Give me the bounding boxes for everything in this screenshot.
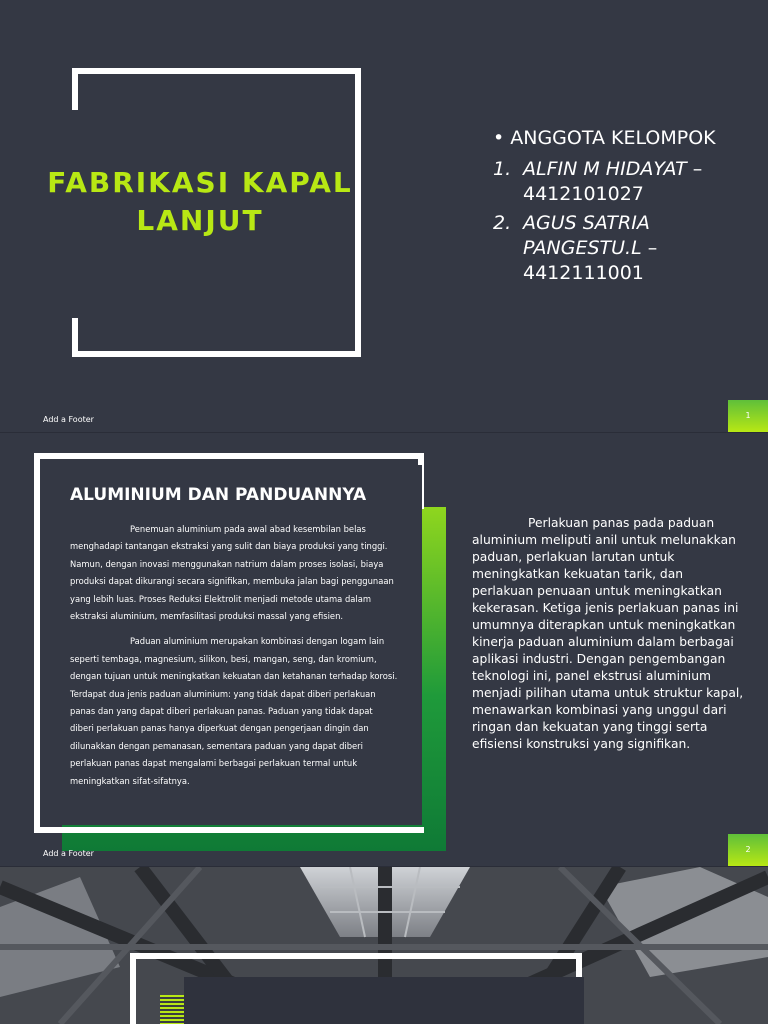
page-number: 2 [728,834,768,866]
member-number: 1. [493,158,512,180]
body-text [70,521,398,798]
member-name: AGUS SATRIA PANGESTU.L [523,212,650,259]
green-stripe-accent [160,995,184,1024]
slide-2[interactable] [0,433,768,866]
slide-footer: Add a Footer [43,849,94,858]
member-item [493,211,763,286]
slide-footer: Add a Footer [43,415,94,424]
page-number: 1 [728,400,768,432]
member-number: 2. [493,212,512,234]
slide-title: FABRIKASI KAPAL LANJUT [47,166,353,237]
slide-3[interactable] [0,867,768,1024]
member-name: ALFIN M HIDAYAT [523,158,687,180]
member-id: – 4412111001 [523,237,658,284]
slide-title: ALUMINIUM DAN PANDUANNYA [70,485,367,505]
title-panel [184,977,584,1024]
side-text: Perlakuan panas pada paduan aluminium meliputi anil untuk melunakkan paduan, perlakuan larutan untuk meningkatkan kekuatan tarik, dan perlakuan penuaan untuk meningkatkan kekerasan. Ketiga jenis perlakuan panas ini umumnya diterapkan untuk meningkatkan kinerja paduan aluminium dalam berbagai aplikasi industri. Dengan pengembangan teknologi ini, panel ekstrusi aluminium menjadi pilihan utama untuk struktur kapal, menawarkan kombinasi yang unggul dari ringan dan kekuatan yang tinggi serta efisiensi konstruksi yang signifikan. [472,516,744,751]
body-paragraph: Penemuan aluminium pada awal abad kesembilan belas menghadapi tantangan ekstraksi yang sulit dan biaya produksi yang tinggi. Namun, dengan inovasi menggunakan natrium dalam proses isolasi, biaya produksi dapat dikurangi secara signifikan, membuka jalan bagi penggunaan yang lebih luas. Proses Reduksi Elektrolit menjadi metode utama dalam ekstraksi aluminium, memfasilitasi produksi massal yang efisien. [70,524,394,622]
members-list [493,126,763,290]
slide-1[interactable] [0,0,768,432]
members-heading: • ANGGOTA KELOMPOK [493,127,716,149]
body-paragraph: Paduan aluminium merupakan kombinasi dengan logam lain seperti tembaga, magnesium, silikon, besi, mangan, seng, dan kromium, dengan tujuan untuk meningkatkan kekuatan dan ketahanan terhadap korosi. Terdapat dua jenis paduan aluminium: yang tidak dapat diberi perlakuan panas dan yang dapat diberi perlakuan panas. Paduan yang tidak dapat diberi perlakuan panas hanya diperkuat dengan pengerjaan dingin dan dilunakkan dengan pemanasan, sementara paduan yang dapat diberi perlakuan panas dapat mengalami berbagai perlakuan termal untuk meningkatkan sifat-sifatnya. [70,636,398,786]
member-item [493,157,763,207]
member-id: – 4412101027 [523,158,703,205]
